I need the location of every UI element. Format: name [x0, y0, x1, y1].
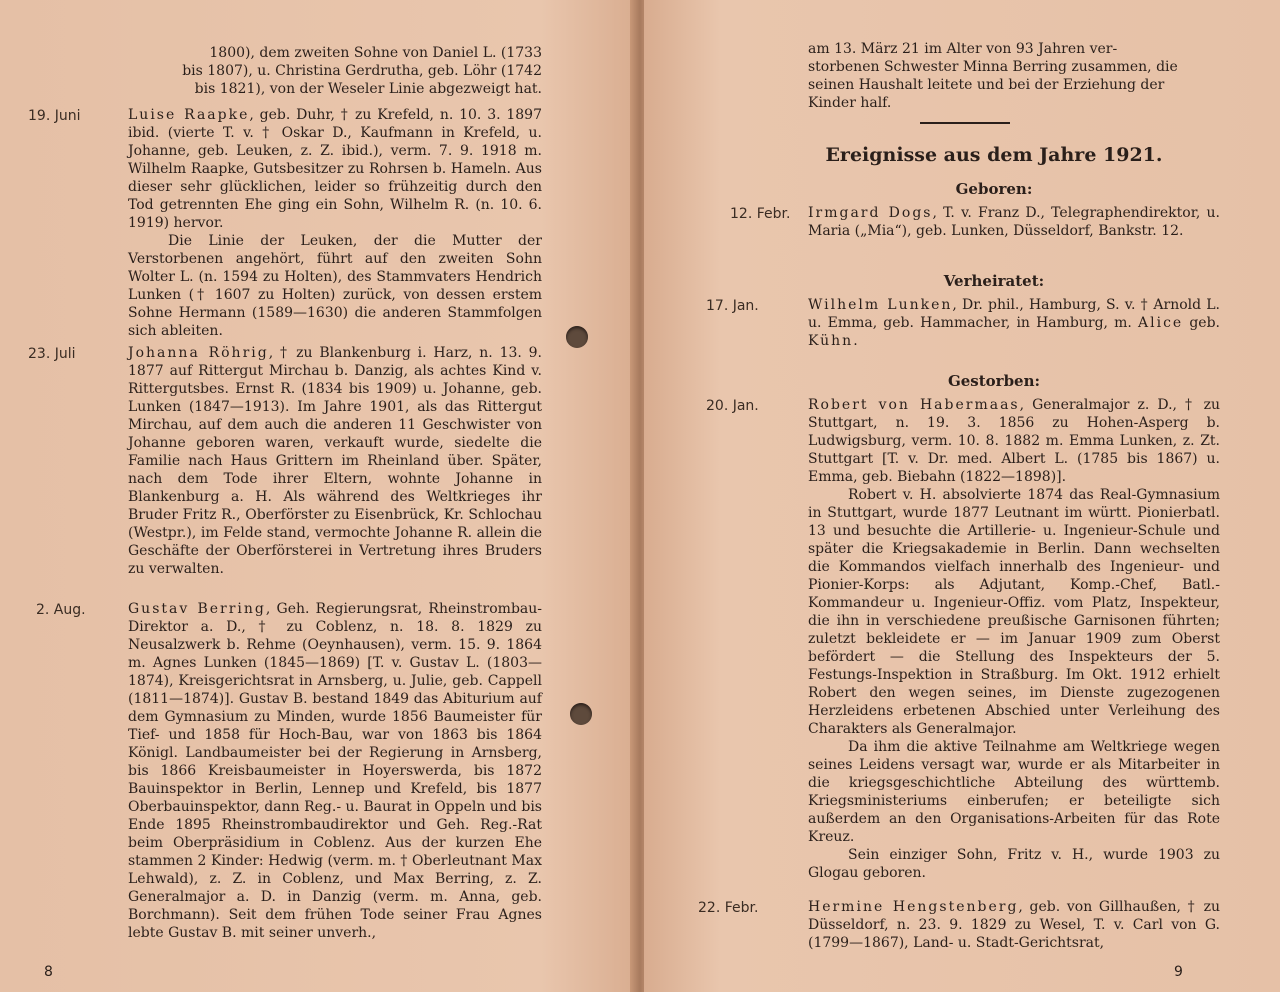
entry-lunken: [808, 296, 1220, 350]
entry-date: 22. Febr.: [698, 900, 759, 916]
entry-name: Johanna Röhrig: [128, 345, 269, 361]
entry-text: geb.: [1183, 315, 1220, 331]
entry-date: 23. Juli: [28, 346, 76, 362]
intro-line: 1800), dem zweiten Sohne von Daniel L. (1733: [209, 45, 542, 61]
entry-date: 2. Aug.: [36, 602, 86, 618]
intro-line: bis 1807), u. Christina Gerdrutha, geb. Löhr (1742: [182, 63, 542, 79]
spouse-name: Alice: [1138, 315, 1184, 331]
entry-date: 12. Febr.: [730, 206, 791, 222]
intro-line: Kinder half.: [808, 95, 892, 111]
intro-line: storbenen Schwester Minna Berring zusammen, die: [808, 59, 1178, 75]
entry-hengstenberg: [808, 898, 1220, 952]
left-intro: [128, 44, 542, 98]
entry-roehrig: [128, 344, 542, 578]
entry-text: , geb. von Gillhaußen, † zu Düsseldorf, n. 23. 9. 1829 zu Wesel, T. v. Carl von G. (1799—1867), Land- u. Stadt-Gerichtsrat,: [808, 899, 1220, 951]
entry-berring: [128, 600, 542, 942]
entry-name: Robert von Habermaas: [808, 397, 1020, 413]
page-number: 8: [44, 964, 53, 980]
separator-rule: [920, 122, 1010, 124]
entry-paragraph: Da ihm die aktive Teilnahme am Weltkriege wegen seines Leidens versagt war, wurde er als Mitarbeiter in die kriegsgeschichtliche Abteilung des württemb. Kriegsministeriums einberufen; er beteiligte sich außerdem an den Organisations-Arbeiten für das Rote Kreuz.: [808, 739, 1220, 845]
entry-paragraph: Sein einziger Sohn, Fritz v. H., wurde 1903 zu Glogau geboren.: [808, 847, 1220, 881]
entry-text: , Geh. Regierungsrat, Rheinstrombau-Direktor a. D., † zu Coblenz, n. 18. 8. 1829 zu Neusalzwerk b. Rehme (Oeynhausen), verm. 15. 9. 1864 m. Agnes Lunken (1845—1869) [T. v. Gustav L. (1803—1874), Kreisgerichtsrat in Arnsberg, u. Julie, geb. Cappell (1811—1874)]. Gustav B. bestand 1849 das Abiturium auf dem Gymnasium zu Minden, wurde 1856 Baumeister für Tief- und 1858 für Hoch-Bau, war von 1863 bis 1864 Königl. Landbaumeister bei der Regierung in Arnsberg, bis 1866 Kreisbaumeister in Hoyerswerda, bis 1872 Bauinspektor in Berlin, Lennep und Krefeld, bis 1877 Oberbauinspektor, dann Reg.- u. Baurat in Oppeln und bis Ende 1895 Rheinstrombaudirektor und Geh. Reg.-Rat beim Oberpräsidium in Coblenz. Aus der kurzen Ehe stammen 2 Kinder: Hedwig (verm. m. † Oberleutnant Max Lehwald), z. Z. in Coblenz, und Max Berring, z. Z. Generalmajor a. D. in Danzig (verm. m. Anna, geb. Borchmann). Seit dem frühen Tode seiner Frau Agnes lebte Gustav B. mit seiner unverh.,: [128, 601, 543, 941]
section-title: Ereignisse aus dem Jahre 1921.: [825, 144, 1163, 166]
entry-dogs: [808, 204, 1220, 240]
intro-line: bis 1821), von der Weseler Linie abgezweigt hat.: [194, 81, 542, 97]
entry-text: , geb. Duhr, † zu Krefeld, n. 10. 3. 1897 ibid. (vierte T. v. † Oskar D., Kaufmann in Krefeld, u. Johanne, geb. Leuken, z. Z. ibid.), verm. 7. 9. 1918 m. Wilhelm Raapke, Gutsbesitzer zu Rohrsen b. Hameln. Aus dieser sehr glücklichen, leider so frühzeitig durch den Tod getrennten Ehe ging ein Sohn, Wilhelm R. (n. 10. 6. 1919) hervor.: [128, 107, 542, 231]
entry-name: Irmgard Dogs: [808, 205, 933, 221]
punch-hole: [566, 326, 588, 348]
entry-raapke: [128, 106, 542, 340]
entry-date: 19. Juni: [28, 108, 81, 124]
entry-date: 17. Jan.: [706, 298, 759, 314]
born-heading: Geboren:: [955, 180, 1033, 198]
entry-name: Gustav Berring: [128, 601, 266, 617]
entry-text: , Generalmajor z. D., † zu Stuttgart, n. 19. 3. 1856 zu Hohen-Asperg b. Ludwigsburg, verm. 10. 8. 1882 m. Emma Lunken, z. Zt. Stuttgart [T. v. Dr. med. Albert L. (1785 bis 1867) u. Emma, geb. Biebahn (1822—1898)].: [808, 397, 1220, 485]
entry-text: .: [853, 333, 858, 349]
punch-hole: [570, 703, 592, 725]
married-heading: Verheiratet:: [943, 272, 1045, 290]
left-page: [0, 0, 636, 992]
spouse-surname: Kühn: [808, 333, 854, 349]
section-heading-block: [764, 144, 1224, 198]
died-heading-block: [764, 372, 1224, 390]
entry-text: , † zu Blankenburg i. Harz, n. 13. 9. 1877 auf Rittergut Mirchau b. Danzig, als achtes Kind v. Rittergutsbes. Ernst R. (1834 bis 1909) u. Johanne, geb. Lunken (1847—1913). Im Jahre 1901, als das Rittergut Mirchau, auf dem auch die anderen 11 Geschwister von Johanne geboren waren, verkauft wurde, siedelte die Familie nach Haus Grittern im Rheinland über. Später, nach dem Tode ihrer Eltern, wohnte Johanne in Blankenburg a. H. Als während des Weltkrieges ihr Bruder Fritz R., Oberförster zu Eisenbrück, Kr. Schlochau (Westpr.), im Felde stand, vermochte Johanne R. allein die Geschäfte der Oberförsterei in Vertretung ihres Bruders zu verwalten.: [128, 345, 542, 577]
entry-name: Hermine Hengstenberg: [808, 899, 1019, 915]
entry-text: , T. v. Franz D., Telegraphendirektor, u. Maria („Mia“), geb. Lunken, Düsseldorf, Bankstr. 12.: [808, 205, 1220, 239]
married-heading-block: [764, 272, 1224, 290]
entry-paragraph: Die Linie der Leuken, der die Mutter der Verstorbenen angehört, führt auf den zweiten Sohn Wolter L. (n. 1594 zu Holten), des Stammvaters Hendrich Lunken († 1607 zu Holten) zurück, von dessen erstem Sohne Hermann (1589—1630) die anderen Stammfolgen sich ableiten.: [128, 233, 542, 339]
intro-line: seinen Haushalt leitete und bei der Erziehung der: [808, 77, 1165, 93]
entry-name: Luise Raapke: [128, 107, 250, 123]
entry-date: 20. Jan.: [706, 398, 759, 414]
entry-text: , Dr. phil., Hamburg, S. v. † Arnold L. u. Emma, geb. Hammacher, in Hamburg, m.: [808, 297, 1220, 331]
right-intro: [808, 40, 1220, 124]
page-number: 9: [1174, 964, 1183, 980]
entry-name: Wilhelm Lunken: [808, 297, 953, 313]
died-heading: Gestorben:: [947, 372, 1041, 390]
entry-habermaas: [808, 396, 1220, 882]
entry-paragraph: Robert v. H. absolvierte 1874 das Real-Gymnasium in Stuttgart, wurde 1877 Leutnant im württ. Pionierbatl. 13 und besuchte die Artillerie- u. Ingenieur-Schule und später die Kriegsakademie in Berlin. Dann wechselten die Kommandos vielfach innerhalb des Ingenieur- und Pionier-Korps: als Adjutant, Komp.-Chef, Batl.-Kommandeur u. Ingenieur-Offiz. vom Platz, Inspekteur, die ihn in verschiedene preußische Garnisonen führten; zuletzt bekleidete er — im Januar 1909 zum Oberst befördert — die Stellung des Inspekteurs der 5. Festungs-Inspektion in Straßburg. Im Okt. 1912 erhielt Robert den wegen seines, im Dienste zugezogenen Herzleidens erbetenen Abschied unter Verleihung des Charakters als Generalmajor.: [808, 487, 1220, 737]
intro-line: am 13. März 21 im Alter von 93 Jahren ver-: [808, 41, 1118, 57]
right-page: [644, 0, 1280, 992]
